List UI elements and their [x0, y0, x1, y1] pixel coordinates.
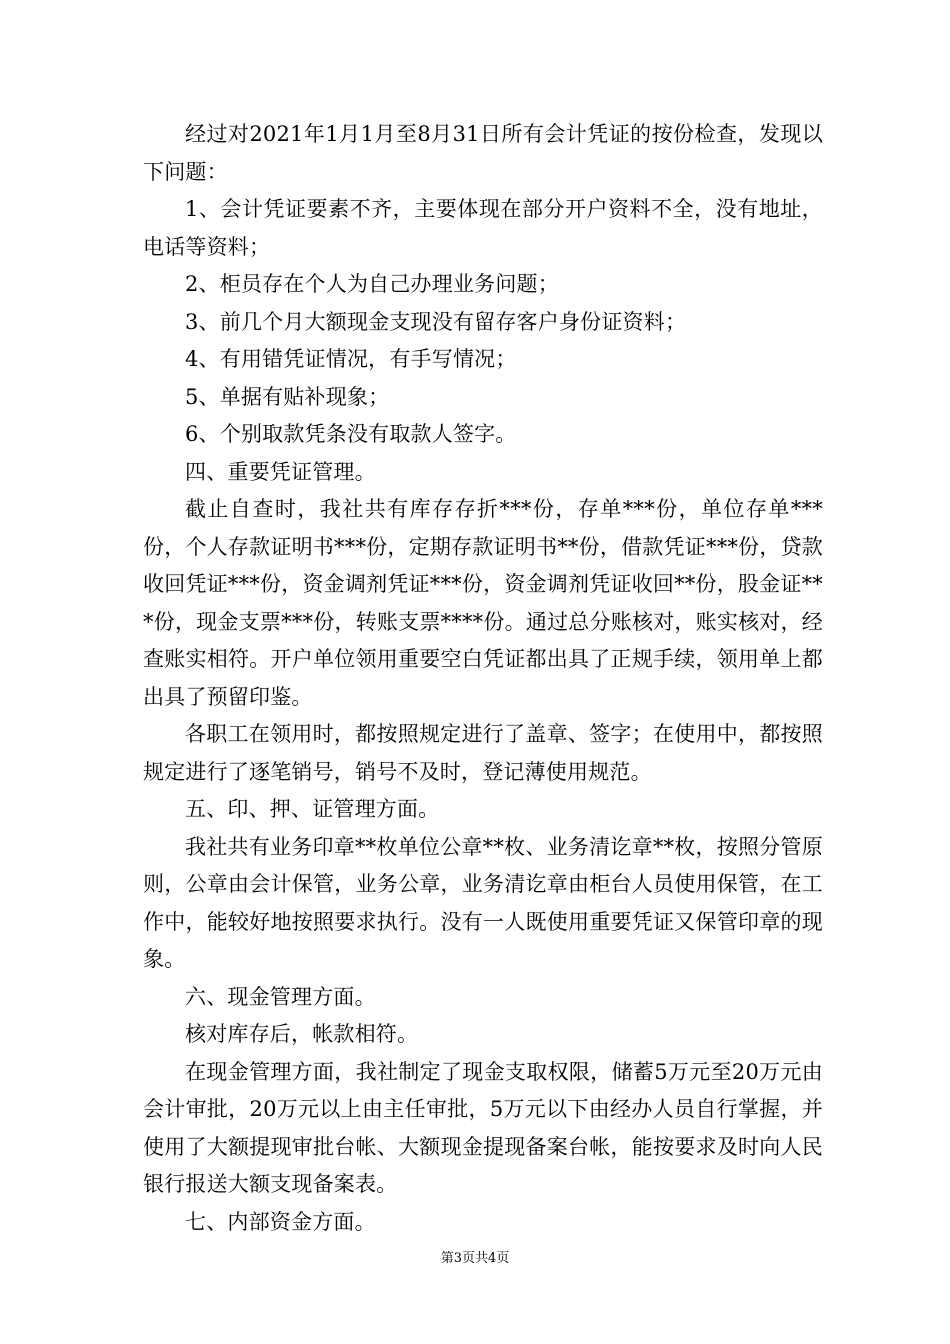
paragraph: 2、柜员存在个人为自己办理业务问题； — [185, 272, 559, 296]
paragraph: 截止自查时，我社共有库存存折***份，存单***份，单位存单***份，个人存款证明书***份，定期存款证明书**份，借款凭证***份，贷款收回凭证***份，资金调剂凭证***份，资金调剂凭证收回**份，股金证***份，现金支票***份，转账支票****份。通过总分账核对，账实核对，经查账实相符。开户单位领用重要空白凭证都出具了正规手续，领用单上都出具了预留印鉴。 — [143, 497, 823, 709]
paragraph: 5、单据有贴补现象； — [185, 384, 390, 409]
paragraph: 核对库存后，帐款相符。 — [185, 1022, 419, 1046]
paragraph: 经过对2021年1月1月至8月31日所有会计凭证的按份检查，发现以下问题： — [143, 122, 823, 184]
section-heading: 七、内部资金方面。 — [185, 1209, 376, 1234]
section-heading: 四、重要凭证管理。 — [185, 459, 376, 484]
section-heading: 六、现金管理方面。 — [185, 984, 376, 1009]
paragraph: 在现金管理方面，我社制定了现金支取权限，储蓄5万元至20万元由会计审批，20万元以上由主任审批，5万元以下由经办人员自行掌握，并使用了大额提现审批台帐、大额现金提现备案台帐，能按要求及时向人民银行报送大额支现备案表。 — [143, 1059, 823, 1196]
page-number-footer: 第3页共4页 — [440, 1251, 510, 1266]
paragraph: 3、前几个月大额现金支现没有留存客户身份证资料； — [185, 309, 687, 334]
section-heading: 五、印、押、证管理方面。 — [185, 797, 440, 821]
paragraph: 1、会计凭证要素不齐，主要体现在部分开户资料不全，没有地址，电话等资料； — [143, 197, 823, 259]
paragraph: 我社共有业务印章**枚单位公章**枚、业务清讫章**枚，按照分管原则，公章由会计保管，业务公章，业务清讫章由柜台人员使用保管，在工作中，能较好地按照要求执行。没有一人既使用重要凭证又保管印章的现象。 — [143, 834, 823, 971]
document-body — [143, 116, 823, 1241]
paragraph: 6、个别取款凭条没有取款人签字。 — [185, 422, 517, 446]
paragraph: 各职工在领用时，都按照规定进行了盖章、签字；在使用中，都按照规定进行了逐笔销号，销号不及时，登记薄使用规范。 — [143, 722, 823, 784]
paragraph: 4、有用错凭证情况，有手写情况； — [185, 347, 517, 371]
